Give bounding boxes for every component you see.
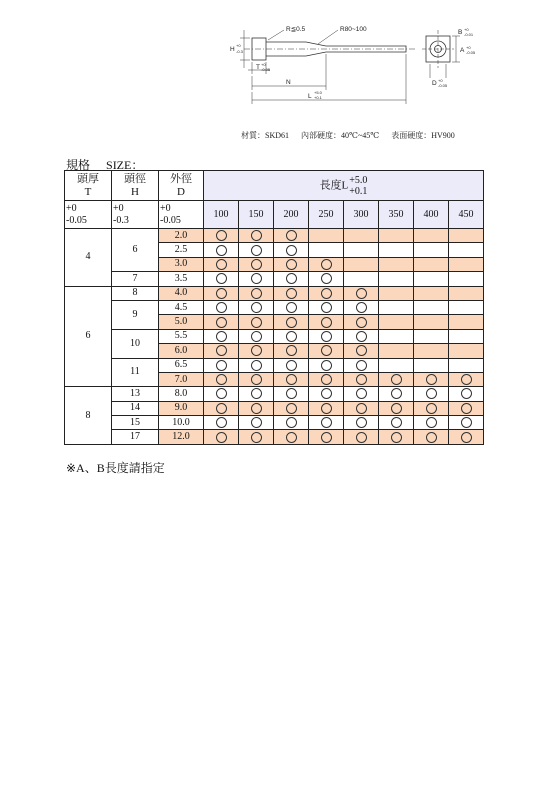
available-circle-icon xyxy=(251,273,262,284)
ejector-pin-drawing xyxy=(226,22,486,112)
length-col: 400 xyxy=(414,201,449,229)
availability-cell xyxy=(379,315,414,329)
table-row xyxy=(65,300,484,314)
available-circle-icon xyxy=(356,317,367,328)
outer-diameter-cell: 7.0 xyxy=(159,372,204,386)
availability-cell xyxy=(239,430,274,444)
available-circle-icon xyxy=(426,403,437,414)
available-circle-icon xyxy=(356,374,367,385)
available-circle-icon xyxy=(321,273,332,284)
svg-text:-0.01: -0.01 xyxy=(464,32,474,37)
available-circle-icon xyxy=(251,259,262,270)
availability-cell xyxy=(239,257,274,271)
availability-cell xyxy=(204,344,239,358)
available-circle-icon xyxy=(251,388,262,399)
h-dim-label: H xyxy=(230,46,235,53)
available-circle-icon xyxy=(391,374,402,385)
availability-cell xyxy=(204,300,239,314)
surface-hardness: 表面硬度：HV900 xyxy=(391,131,455,140)
availability-cell xyxy=(414,372,449,386)
availability-cell xyxy=(274,315,309,329)
available-circle-icon xyxy=(216,273,227,284)
availability-cell xyxy=(414,430,449,444)
available-circle-icon xyxy=(251,374,262,385)
available-circle-icon xyxy=(216,259,227,270)
availability-cell xyxy=(204,401,239,415)
available-circle-icon xyxy=(321,432,332,443)
available-circle-icon xyxy=(461,403,472,414)
head-diameter-cell: 7 xyxy=(112,272,159,286)
availability-cell xyxy=(274,430,309,444)
availability-cell xyxy=(239,229,274,243)
available-circle-icon xyxy=(251,288,262,299)
outer-diameter-cell: 12.0 xyxy=(159,430,204,444)
available-circle-icon xyxy=(321,403,332,414)
availability-cell xyxy=(274,272,309,286)
size-table xyxy=(64,170,484,445)
available-circle-icon xyxy=(286,345,297,356)
availability-cell xyxy=(449,372,484,386)
availability-cell xyxy=(414,401,449,415)
length-col: 250 xyxy=(309,201,344,229)
available-circle-icon xyxy=(216,317,227,328)
table-row xyxy=(65,272,484,286)
available-circle-icon xyxy=(356,388,367,399)
availability-cell xyxy=(309,416,344,430)
availability-cell xyxy=(239,401,274,415)
footnote: ※A、B長度請指定 xyxy=(66,461,165,475)
availability-cell xyxy=(204,358,239,372)
availability-cell xyxy=(414,344,449,358)
head-diameter-cell: 9 xyxy=(112,300,159,329)
available-circle-icon xyxy=(286,417,297,428)
tol-outer-diameter: +0 -0.05 xyxy=(159,201,204,229)
availability-cell xyxy=(379,300,414,314)
available-circle-icon xyxy=(391,417,402,428)
head-diameter-cell: 6 xyxy=(112,229,159,272)
available-circle-icon xyxy=(216,417,227,428)
available-circle-icon xyxy=(426,432,437,443)
availability-cell xyxy=(449,300,484,314)
availability-cell xyxy=(309,401,344,415)
availability-cell xyxy=(449,416,484,430)
available-circle-icon xyxy=(286,388,297,399)
availability-cell xyxy=(204,387,239,401)
availability-cell xyxy=(239,387,274,401)
availability-cell xyxy=(449,329,484,343)
svg-text:+0: +0 xyxy=(464,27,469,32)
outer-diameter-cell: 5.0 xyxy=(159,315,204,329)
head-thickness-cell: 6 xyxy=(65,286,112,387)
available-circle-icon xyxy=(321,302,332,313)
table-row xyxy=(65,387,484,401)
availability-cell xyxy=(344,372,379,386)
svg-text:+0: +0 xyxy=(261,62,266,67)
available-circle-icon xyxy=(321,417,332,428)
outer-diameter-cell: 4.5 xyxy=(159,300,204,314)
availability-cell xyxy=(379,243,414,257)
available-circle-icon xyxy=(251,345,262,356)
outer-diameter-cell: 6.5 xyxy=(159,358,204,372)
availability-cell xyxy=(379,286,414,300)
length-col: 350 xyxy=(379,201,414,229)
availability-cell xyxy=(274,372,309,386)
available-circle-icon xyxy=(321,388,332,399)
length-col: 150 xyxy=(239,201,274,229)
availability-cell xyxy=(274,401,309,415)
material-grade: 材質：SKD61 xyxy=(241,131,290,140)
availability-cell xyxy=(274,229,309,243)
length-col: 450 xyxy=(449,201,484,229)
availability-cell xyxy=(344,358,379,372)
available-circle-icon xyxy=(286,360,297,371)
availability-cell xyxy=(344,401,379,415)
available-circle-icon xyxy=(251,417,262,428)
table-row xyxy=(65,229,484,243)
l-dim-label: L xyxy=(308,93,312,100)
availability-cell xyxy=(274,286,309,300)
col-outer-diameter: 外徑 D xyxy=(159,171,204,201)
availability-cell xyxy=(449,315,484,329)
availability-cell xyxy=(379,229,414,243)
available-circle-icon xyxy=(286,288,297,299)
availability-cell xyxy=(274,344,309,358)
availability-cell xyxy=(344,315,379,329)
svg-text:+0.1: +0.1 xyxy=(314,95,322,100)
available-circle-icon xyxy=(251,432,262,443)
svg-text:-0.3: -0.3 xyxy=(236,49,243,54)
col-head-diameter: 頭徑 H xyxy=(112,171,159,201)
available-circle-icon xyxy=(286,302,297,313)
length-col: 300 xyxy=(344,201,379,229)
available-circle-icon xyxy=(216,331,227,342)
svg-text:-0.05: -0.05 xyxy=(438,83,448,88)
available-circle-icon xyxy=(321,374,332,385)
available-circle-icon xyxy=(356,417,367,428)
col-length-header: 長度L+5.0 +0.1 xyxy=(204,171,484,201)
available-circle-icon xyxy=(216,388,227,399)
available-circle-icon xyxy=(426,417,437,428)
available-circle-icon xyxy=(461,417,472,428)
length-col: 100 xyxy=(204,201,239,229)
tol-thickness: +0 -0.05 xyxy=(65,201,112,229)
table-row xyxy=(65,416,484,430)
svg-text:+0: +0 xyxy=(236,43,241,48)
d-dim-label: D xyxy=(432,80,437,87)
table-row xyxy=(65,401,484,415)
available-circle-icon xyxy=(426,388,437,399)
available-circle-icon xyxy=(216,374,227,385)
outer-diameter-cell: 9.0 xyxy=(159,401,204,415)
inner-hardness: 內部硬度：40℃~45℃ xyxy=(301,131,380,140)
availability-cell xyxy=(379,329,414,343)
head-diameter-cell: 10 xyxy=(112,329,159,358)
availability-cell xyxy=(414,315,449,329)
available-circle-icon xyxy=(216,302,227,313)
available-circle-icon xyxy=(426,374,437,385)
availability-cell xyxy=(309,430,344,444)
availability-cell xyxy=(309,329,344,343)
outer-diameter-cell: 2.5 xyxy=(159,243,204,257)
availability-cell xyxy=(204,416,239,430)
available-circle-icon xyxy=(286,259,297,270)
availability-cell xyxy=(274,300,309,314)
availability-cell xyxy=(239,315,274,329)
availability-cell xyxy=(204,257,239,271)
availability-cell xyxy=(204,372,239,386)
availability-cell xyxy=(204,229,239,243)
availability-cell xyxy=(414,416,449,430)
availability-cell xyxy=(239,358,274,372)
available-circle-icon xyxy=(461,374,472,385)
availability-cell xyxy=(379,416,414,430)
availability-cell xyxy=(449,286,484,300)
availability-cell xyxy=(344,272,379,286)
availability-cell xyxy=(274,416,309,430)
availability-cell xyxy=(239,416,274,430)
available-circle-icon xyxy=(356,288,367,299)
available-circle-icon xyxy=(286,230,297,241)
head-diameter-cell: 8 xyxy=(112,286,159,300)
availability-cell xyxy=(274,358,309,372)
available-circle-icon xyxy=(216,230,227,241)
availability-cell xyxy=(344,416,379,430)
head-diameter-cell: 15 xyxy=(112,416,159,430)
head-thickness-cell: 4 xyxy=(65,229,112,287)
availability-cell xyxy=(309,286,344,300)
available-circle-icon xyxy=(356,432,367,443)
table-row xyxy=(65,329,484,343)
availability-cell xyxy=(414,272,449,286)
availability-cell xyxy=(239,272,274,286)
outer-diameter-cell: 4.0 xyxy=(159,286,204,300)
available-circle-icon xyxy=(321,288,332,299)
availability-cell xyxy=(239,286,274,300)
availability-cell xyxy=(379,430,414,444)
available-circle-icon xyxy=(356,302,367,313)
a-dim-label: A xyxy=(460,47,465,54)
availability-cell xyxy=(309,272,344,286)
availability-cell xyxy=(309,243,344,257)
col-head-thickness: 頭厚 T xyxy=(65,171,112,201)
available-circle-icon xyxy=(216,345,227,356)
head-thickness-cell: 8 xyxy=(65,387,112,445)
availability-cell xyxy=(414,358,449,372)
availability-cell xyxy=(309,344,344,358)
available-circle-icon xyxy=(286,432,297,443)
availability-cell xyxy=(309,300,344,314)
n-dim-label: N xyxy=(286,79,291,86)
availability-cell xyxy=(379,272,414,286)
available-circle-icon xyxy=(216,432,227,443)
available-circle-icon xyxy=(251,317,262,328)
availability-cell xyxy=(449,257,484,271)
availability-cell xyxy=(344,300,379,314)
length-col: 200 xyxy=(274,201,309,229)
availability-cell xyxy=(449,344,484,358)
availability-cell xyxy=(344,344,379,358)
head-diameter-cell: 11 xyxy=(112,358,159,387)
available-circle-icon xyxy=(251,302,262,313)
available-circle-icon xyxy=(251,245,262,256)
availability-cell xyxy=(344,257,379,271)
svg-text:+0: +0 xyxy=(438,78,443,83)
radius-small-label: R≦0.5 xyxy=(286,26,306,33)
availability-cell xyxy=(274,243,309,257)
available-circle-icon xyxy=(391,403,402,414)
available-circle-icon xyxy=(356,403,367,414)
availability-cell xyxy=(344,286,379,300)
available-circle-icon xyxy=(321,259,332,270)
outer-diameter-cell: 5.5 xyxy=(159,329,204,343)
availability-cell xyxy=(274,329,309,343)
table-row xyxy=(65,286,484,300)
available-circle-icon xyxy=(321,360,332,371)
outer-diameter-cell: 6.0 xyxy=(159,344,204,358)
table-row xyxy=(65,358,484,372)
head-diameter-cell: 17 xyxy=(112,430,159,444)
availability-cell xyxy=(379,387,414,401)
available-circle-icon xyxy=(286,317,297,328)
available-circle-icon xyxy=(356,345,367,356)
available-circle-icon xyxy=(286,374,297,385)
available-circle-icon xyxy=(286,331,297,342)
head-diameter-cell: 14 xyxy=(112,401,159,415)
available-circle-icon xyxy=(391,432,402,443)
available-circle-icon xyxy=(251,331,262,342)
available-circle-icon xyxy=(321,345,332,356)
availability-cell xyxy=(414,286,449,300)
availability-cell xyxy=(379,257,414,271)
availability-cell xyxy=(239,300,274,314)
availability-cell xyxy=(204,315,239,329)
available-circle-icon xyxy=(461,432,472,443)
available-circle-icon xyxy=(461,388,472,399)
available-circle-icon xyxy=(251,403,262,414)
b-dim-label: B xyxy=(458,29,463,36)
availability-cell xyxy=(344,387,379,401)
svg-text:-0.05: -0.05 xyxy=(466,50,476,55)
availability-cell xyxy=(239,372,274,386)
availability-cell xyxy=(414,257,449,271)
available-circle-icon xyxy=(216,360,227,371)
head-diameter-cell: 13 xyxy=(112,387,159,401)
svg-text:-0.05: -0.05 xyxy=(261,67,271,72)
availability-cell xyxy=(309,257,344,271)
tol-head-diameter: +0 -0.3 xyxy=(112,201,159,229)
availability-cell xyxy=(204,329,239,343)
available-circle-icon xyxy=(286,245,297,256)
availability-cell xyxy=(344,329,379,343)
outer-diameter-cell: 2.0 xyxy=(159,229,204,243)
availability-cell xyxy=(344,430,379,444)
availability-cell xyxy=(449,272,484,286)
available-circle-icon xyxy=(321,331,332,342)
outer-diameter-cell: 10.0 xyxy=(159,416,204,430)
availability-cell xyxy=(449,401,484,415)
availability-cell xyxy=(379,358,414,372)
available-circle-icon xyxy=(286,273,297,284)
available-circle-icon xyxy=(356,331,367,342)
availability-cell xyxy=(204,272,239,286)
availability-cell xyxy=(309,315,344,329)
available-circle-icon xyxy=(251,360,262,371)
outer-diameter-cell: 3.5 xyxy=(159,272,204,286)
available-circle-icon xyxy=(216,245,227,256)
availability-cell xyxy=(274,257,309,271)
radius-large-label: R80~100 xyxy=(340,26,367,33)
availability-cell xyxy=(239,243,274,257)
availability-cell xyxy=(309,372,344,386)
outer-diameter-cell: 3.0 xyxy=(159,257,204,271)
availability-cell xyxy=(414,329,449,343)
available-circle-icon xyxy=(286,403,297,414)
material-spec xyxy=(241,130,521,141)
available-circle-icon xyxy=(251,230,262,241)
availability-cell xyxy=(449,387,484,401)
available-circle-icon xyxy=(391,388,402,399)
availability-cell xyxy=(414,300,449,314)
svg-text:+5.0: +5.0 xyxy=(314,90,322,95)
table-row xyxy=(65,430,484,444)
availability-cell xyxy=(239,329,274,343)
availability-cell xyxy=(309,387,344,401)
availability-cell xyxy=(239,344,274,358)
available-circle-icon xyxy=(356,360,367,371)
availability-cell xyxy=(204,430,239,444)
availability-cell xyxy=(344,243,379,257)
availability-cell xyxy=(309,229,344,243)
availability-cell xyxy=(379,344,414,358)
availability-cell xyxy=(449,243,484,257)
availability-cell xyxy=(449,358,484,372)
size-heading: 規格 SIZE： xyxy=(66,158,144,172)
svg-text:+0: +0 xyxy=(466,45,471,50)
availability-cell xyxy=(379,372,414,386)
available-circle-icon xyxy=(321,317,332,328)
availability-cell xyxy=(204,286,239,300)
available-circle-icon xyxy=(216,403,227,414)
availability-cell xyxy=(379,401,414,415)
availability-cell xyxy=(414,229,449,243)
t-dim-label: T xyxy=(256,64,260,71)
availability-cell xyxy=(344,229,379,243)
availability-cell xyxy=(414,387,449,401)
availability-cell xyxy=(414,243,449,257)
available-circle-icon xyxy=(216,288,227,299)
availability-cell xyxy=(274,387,309,401)
availability-cell xyxy=(204,243,239,257)
outer-diameter-cell: 8.0 xyxy=(159,387,204,401)
availability-cell xyxy=(309,358,344,372)
availability-cell xyxy=(449,229,484,243)
availability-cell xyxy=(449,430,484,444)
